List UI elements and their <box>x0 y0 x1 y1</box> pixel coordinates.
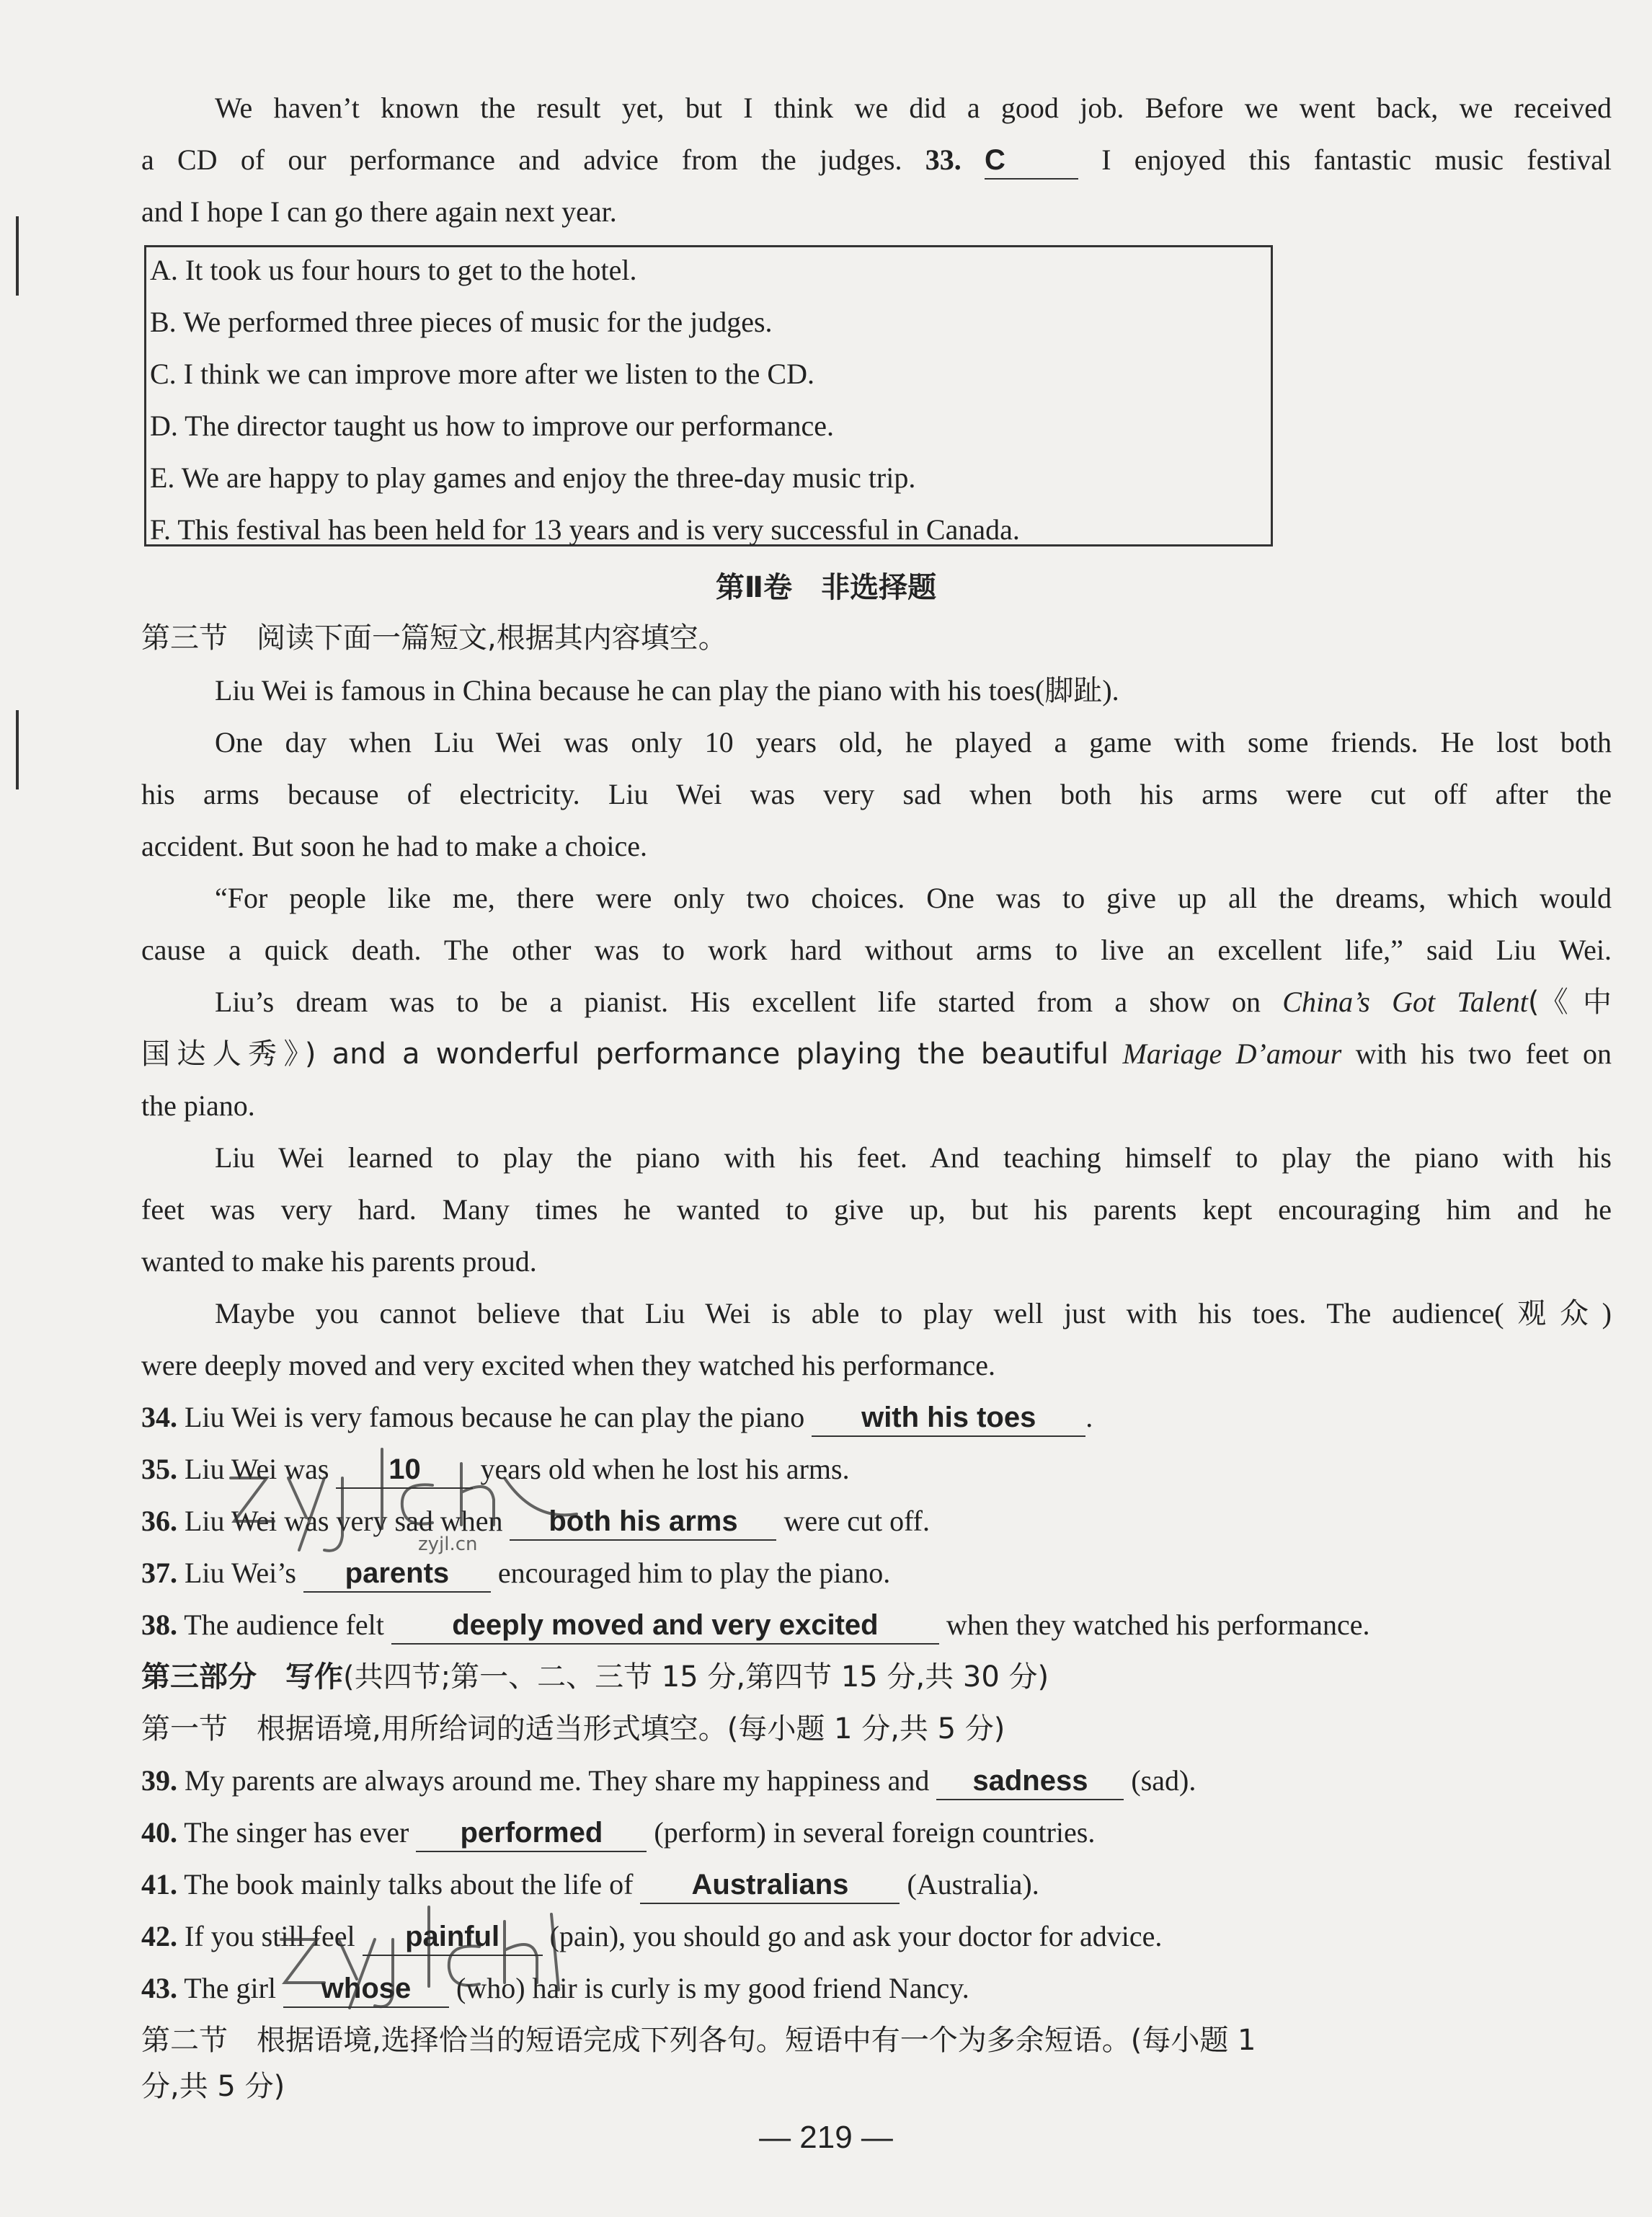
show-title: China’s Got Talent <box>1282 986 1528 1018</box>
section1-heading: 第一节 根据语境,用所给词的适当形式填空。(每小题 1 分,共 5 分) <box>141 1712 1005 1745</box>
question-text: Liu Wei’s <box>185 1557 296 1589</box>
intro-line-1: We haven’t known the result yet, but I think we did a good job. Before we went back, we received <box>215 92 1612 124</box>
question-39 <box>141 1759 1196 1802</box>
question-text: The girl <box>184 1972 277 2004</box>
passage-line: Maybe you cannot believe that Liu Wei is able to play well just with his toes. The audience(观众) <box>215 1297 1612 1329</box>
question-text-post: when they watched his performance. <box>946 1608 1370 1641</box>
passage-line: Liu Wei learned to play the piano with his feet. And teaching himself to play the piano with his <box>215 1141 1612 1174</box>
margin-mark <box>16 216 19 296</box>
answer-blank: deeply moved and very excited <box>391 1607 939 1645</box>
question-number: 36. <box>141 1505 177 1537</box>
part3-heading <box>141 1655 1049 1699</box>
question-38 <box>141 1603 1369 1647</box>
option-e: E. We are happy to play games and enjoy the three-day music trip. <box>150 461 916 494</box>
section2-heading-line-2: 分,共 5 分) <box>141 2070 285 2103</box>
question-40 <box>141 1811 1095 1854</box>
question-number: 43. <box>141 1972 177 2004</box>
passage-line: wanted to make his parents proud. <box>141 1245 537 1278</box>
intro-line-2 <box>141 138 1612 182</box>
section2-heading-line-1: 第二节 根据语境,选择恰当的短语完成下列各句。短语中有一个为多余短语。(每小题 1 <box>141 2024 1256 2057</box>
passage-text: with his two feet on <box>1355 1037 1612 1070</box>
question-text-post: (pain), you should go and ask your doctor for advice. <box>549 1920 1163 1952</box>
song-title: Mariage D’amour <box>1122 1037 1342 1070</box>
question-text-post: years old when he lost his arms. <box>480 1453 850 1485</box>
answer-blank: whose <box>283 1970 449 2008</box>
question-text-post: (sad). <box>1131 1764 1196 1797</box>
question-text: The singer has ever <box>184 1816 409 1849</box>
answer-blank: sadness <box>936 1763 1124 1800</box>
question-text: Liu Wei was very sad when <box>185 1505 503 1537</box>
question-text-post: (who) hair is curly is my good friend Nancy. <box>456 1972 969 2004</box>
question-number: 39. <box>141 1764 177 1797</box>
question-text: Liu Wei is very famous because he can play the piano <box>185 1401 805 1433</box>
answer-blank: both his arms <box>510 1503 776 1541</box>
question-number: 41. <box>141 1868 177 1900</box>
question-text: The book mainly talks about the life of <box>184 1868 634 1900</box>
passage-text-cn: (《中 <box>1527 986 1612 1019</box>
question-text-post: encouraged him to play the piano. <box>497 1557 891 1589</box>
q33-number: 33. <box>925 143 962 176</box>
question-37 <box>141 1552 890 1595</box>
passage-line: were deeply moved and very excited when they watched his performance. <box>141 1349 996 1381</box>
q33-answer: C <box>985 142 1078 180</box>
answer-blank: Australians <box>640 1867 900 1904</box>
option-f: F. This festival has been held for 13 years and is very successful in Canada. <box>150 513 1020 546</box>
question-number: 38. <box>141 1608 177 1641</box>
option-c: C. I think we can improve more after we listen to the CD. <box>150 358 814 390</box>
passage-line: One day when Liu Wei was only 10 years old, he played a game with some friends. He lost both <box>215 726 1612 758</box>
watermark-logo <box>216 1435 591 1557</box>
question-text: If you still feel <box>185 1920 355 1952</box>
passage-line <box>215 981 1612 1024</box>
answer-blank: with his toes <box>812 1399 1085 1437</box>
passage-line: Liu Wei is famous in China because he can play the piano with his toes(脚趾). <box>215 674 1119 707</box>
question-number: 40. <box>141 1816 177 1849</box>
passage-line: accident. But soon he had to make a choice. <box>141 830 647 862</box>
part3-heading-bold: 第三部分 写作 <box>141 1660 343 1694</box>
part2-title: 第Ⅱ卷 非选择题 <box>715 571 937 604</box>
passage-line <box>141 1032 1612 1076</box>
intro-line-2-text: a CD of our performance and advice from the judges. <box>141 143 902 176</box>
option-b: B. We performed three pieces of music for the judges. <box>150 306 773 338</box>
section3-heading: 第三节 阅读下面一篇短文,根据其内容填空。 <box>141 621 727 655</box>
watermark-text: zyjl.cn <box>418 1534 478 1555</box>
option-d: D. The director taught us how to improve our performance. <box>150 410 834 442</box>
question-number: 42. <box>141 1920 177 1952</box>
question-text-post: (Australia). <box>907 1868 1039 1900</box>
question-number: 35. <box>141 1453 177 1485</box>
answer-blank: 10 <box>336 1451 473 1489</box>
passage-line: “For people like me, there were only two choices. One was to give up all the dreams, which would <box>215 882 1612 914</box>
question-text: Liu Wei was <box>185 1453 329 1485</box>
question-text: My parents are always around me. They share my happiness and <box>185 1764 930 1797</box>
answer-blank: performed <box>416 1815 647 1852</box>
passage-line: the piano. <box>141 1089 255 1122</box>
passage-line: feet was very hard. Many times he wanted to give up, but his parents kept encouraging him and he <box>141 1193 1612 1226</box>
margin-mark <box>16 710 19 789</box>
question-34 <box>141 1396 1093 1439</box>
question-number: 37. <box>141 1557 177 1589</box>
answer-blank: painful <box>363 1919 543 1956</box>
passage-text-cn: 国达人秀》) and a wonderful performance playing the beautiful <box>141 1037 1109 1071</box>
page-number: — 219 — <box>759 2120 893 2155</box>
intro-line-3: and I hope I can go there again next year. <box>141 195 617 228</box>
question-text-post: . <box>1085 1401 1093 1433</box>
option-a: A. It took us four hours to get to the hotel. <box>150 254 637 286</box>
answer-blank: parents <box>303 1555 491 1593</box>
question-number: 34. <box>141 1401 177 1433</box>
question-text-post: were cut off. <box>783 1505 930 1537</box>
intro-line-2-post: I enjoyed this fantastic music festival <box>1101 143 1612 176</box>
question-text: The audience felt <box>184 1608 384 1641</box>
passage-text: Liu’s dream was to be a pianist. His excellent life started from a show on <box>215 986 1261 1018</box>
passage-line: his arms because of electricity. Liu Wei was very sad when both his arms were cut off after the <box>141 778 1612 810</box>
part3-heading-rest: (共四节;第一、二、三节 15 分,第四节 15 分,共 30 分) <box>343 1660 1049 1694</box>
watermark-logo <box>267 1889 613 2012</box>
question-text-post: (perform) in several foreign countries. <box>654 1816 1096 1849</box>
passage-line: cause a quick death. The other was to work hard without arms to live an excellent life,” said Liu Wei. <box>141 934 1612 966</box>
